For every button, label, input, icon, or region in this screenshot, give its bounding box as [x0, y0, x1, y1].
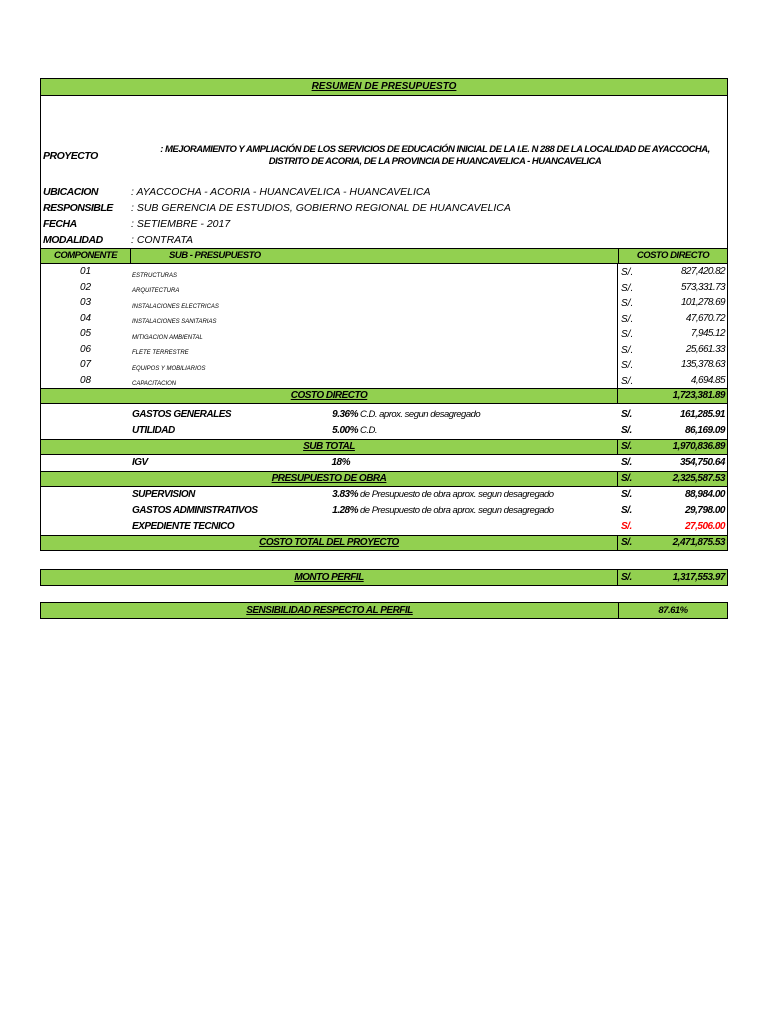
item-amount: 135,378.63 — [680, 359, 725, 370]
monto-perfil-label: MONTO PERFIL — [294, 572, 364, 583]
monto-perfil-box — [40, 569, 728, 586]
item-desc: ESTRUCTURAS — [132, 272, 178, 279]
igv-label: IGV — [132, 457, 148, 468]
utilidad-row — [41, 423, 727, 439]
proyecto-value-line-2: DISTRITO DE ACORIA, DE LA PROVINCIA DE HUANCAVELICA - HUANCAVELICA — [268, 156, 602, 167]
item-code: 07 — [79, 359, 92, 370]
item-code: 08 — [79, 374, 92, 386]
expediente-tecnico-row — [41, 519, 727, 535]
fecha-value: : SETIEMBRE - 2017 — [131, 218, 231, 230]
table-row — [41, 280, 727, 296]
item-desc: INSTALACIONES ELECTRICAS — [132, 303, 219, 310]
item-currency: S/. — [617, 280, 647, 296]
item-currency: S/. — [617, 342, 647, 358]
presupuesto-obra-row — [41, 471, 727, 487]
expediente-tecnico-currency: S/. — [621, 521, 632, 532]
table-row — [41, 311, 727, 327]
expediente-tecnico-amount: 27,506.00 — [685, 521, 725, 532]
column-componente: COMPONENTE — [41, 249, 131, 263]
item-desc: ARQUITECTURA — [132, 288, 180, 294]
utilidad-pct: 5.00% — [332, 425, 358, 436]
gastos-administrativos-row — [41, 503, 727, 519]
project-header — [41, 96, 727, 249]
costo-total-label: COSTO TOTAL DEL PROYECTO — [259, 537, 399, 548]
item-currency: S/. — [617, 264, 647, 280]
monto-perfil-amount: 1,317,553.97 — [672, 572, 725, 583]
item-desc: INSTALACIONES SANITARIAS — [132, 319, 217, 325]
costo-directo-row — [41, 388, 727, 404]
monto-perfil-currency: S/. — [617, 570, 647, 585]
item-amount: 25,661.33 — [685, 343, 725, 355]
costo-directo-currency — [617, 389, 647, 403]
item-desc: MITIGACION AMBIENTAL — [132, 334, 203, 341]
sheet-title: RESUMEN DE PRESUPUESTO — [41, 79, 727, 96]
item-amount: 573,331.73 — [680, 281, 725, 293]
budget-summary-sheet — [40, 78, 728, 551]
igv-amount: 354,750.64 — [679, 457, 725, 468]
item-code: 01 — [79, 266, 92, 277]
item-amount: 47,670.72 — [685, 312, 725, 324]
sensibilidad-value: 87.61% — [618, 603, 727, 618]
item-code: 06 — [79, 343, 92, 355]
items-list — [41, 264, 727, 388]
costo-total-amount: 2,471,875.53 — [672, 537, 725, 548]
costo-directo-label: COSTO DIRECTO — [290, 390, 368, 401]
costo-directo-amount: 1,723,381.89 — [672, 390, 725, 401]
sub-total-amount: 1,970,836.89 — [672, 441, 725, 452]
sensibilidad-box — [40, 602, 728, 619]
igv-currency: S/. — [621, 457, 632, 468]
utilidad-label: UTILIDAD — [132, 425, 175, 436]
item-code: 04 — [79, 312, 92, 324]
modalidad-value: : CONTRATA — [131, 234, 194, 246]
presupuesto-obra-label: PRESUPUESTO DE OBRA — [271, 473, 387, 484]
table-row — [41, 373, 727, 389]
gastos-administrativos-pct: 1.28% — [332, 505, 358, 516]
presupuesto-obra-currency: S/. — [617, 472, 647, 486]
modalidad-label: MODALIDAD — [43, 234, 103, 246]
table-row — [41, 326, 727, 342]
proyecto-value — [141, 144, 729, 168]
item-desc: EQUIPOS Y MOBILIARIOS — [132, 365, 206, 372]
proyecto-value-line-1: : MEJORAMIENTO Y AMPLIACIÓN DE LOS SERVICIOS DE EDUCACIÓN INICIAL DE LA I.E. N 288 DE LA LOCALIDAD DE AYACCOCHA, — [160, 144, 710, 155]
item-amount: 101,278.69 — [680, 297, 725, 308]
column-header-row — [41, 249, 727, 264]
column-costo-directo: COSTO DIRECTO — [618, 249, 727, 263]
item-desc: CAPACITACION — [132, 381, 177, 387]
item-amount: 4,694.85 — [690, 374, 725, 386]
table-row — [41, 357, 727, 373]
item-currency: S/. — [617, 326, 647, 342]
proyecto-label: PROYECTO — [43, 150, 98, 162]
igv-pct: 18% — [331, 457, 350, 468]
utilidad-note: C.D. — [360, 425, 377, 436]
igv-row — [41, 455, 727, 471]
gastos-generales-pct: 9.36% — [332, 409, 358, 420]
item-currency: S/. — [617, 357, 647, 373]
gastos-administrativos-currency: S/. — [621, 505, 632, 516]
item-amount: 7,945.12 — [690, 328, 725, 339]
supervision-row — [41, 487, 727, 503]
sub-total-label: SUB TOTAL — [303, 441, 355, 452]
gastos-administrativos-amount: 29,798.00 — [685, 505, 725, 516]
supervision-pct: 3.83% — [332, 489, 358, 500]
supervision-note: de Presupuesto de obra aprox. segun desagregado — [360, 489, 554, 500]
item-code: 02 — [79, 281, 92, 293]
ubicacion-label: UBICACION — [43, 186, 98, 198]
gastos-administrativos-label: GASTOS ADMINISTRATIVOS — [132, 505, 258, 516]
item-desc: FLETE TERRESTRE — [132, 350, 189, 356]
item-amount: 827,420.82 — [680, 266, 725, 277]
table-row — [41, 264, 727, 280]
budget-frame — [40, 78, 728, 551]
supervision-currency: S/. — [621, 489, 632, 500]
item-currency: S/. — [617, 373, 647, 389]
gastos-generales-currency: S/. — [621, 409, 632, 420]
gastos-generales-row — [41, 407, 727, 423]
responsable-value: : SUB GERENCIA DE ESTUDIOS, GOBIERNO REGIONAL DE HUANCAVELICA — [131, 202, 511, 214]
gastos-administrativos-note: de Presupuesto de obra aprox. segun desagregado — [360, 505, 554, 516]
expediente-tecnico-label: EXPEDIENTE TECNICO — [132, 521, 235, 532]
presupuesto-obra-amount: 2,325,587.53 — [672, 473, 725, 484]
utilidad-currency: S/. — [621, 425, 632, 436]
item-currency: S/. — [617, 311, 647, 327]
gastos-generales-amount: 161,285.91 — [679, 409, 725, 420]
table-row — [41, 295, 727, 311]
item-code: 03 — [79, 297, 92, 308]
costo-total-row — [41, 535, 727, 550]
gastos-generales-note: C.D. aprox. segun desagregado — [360, 409, 481, 420]
sensibilidad-label: SENSIBILIDAD RESPECTO AL PERFIL — [246, 605, 413, 616]
sub-total-row — [41, 439, 727, 455]
responsable-label: RESPONSIBLE — [43, 202, 113, 214]
fecha-label: FECHA — [43, 218, 77, 230]
column-sub-presupuesto: SUB - PRESUPUESTO — [169, 250, 261, 261]
item-currency: S/. — [617, 295, 647, 311]
table-row — [41, 342, 727, 358]
supervision-amount: 88,984.00 — [685, 489, 725, 500]
utilidad-amount: 86,169.09 — [685, 425, 725, 436]
costo-total-currency: S/. — [617, 536, 647, 550]
item-code: 05 — [79, 328, 92, 339]
supervision-label: SUPERVISION — [132, 489, 195, 500]
sub-total-currency: S/. — [617, 440, 647, 454]
gastos-generales-label: GASTOS GENERALES — [132, 409, 232, 420]
ubicacion-value: : AYACCOCHA - ACORIA - HUANCAVELICA - HUANCAVELICA — [131, 186, 431, 198]
